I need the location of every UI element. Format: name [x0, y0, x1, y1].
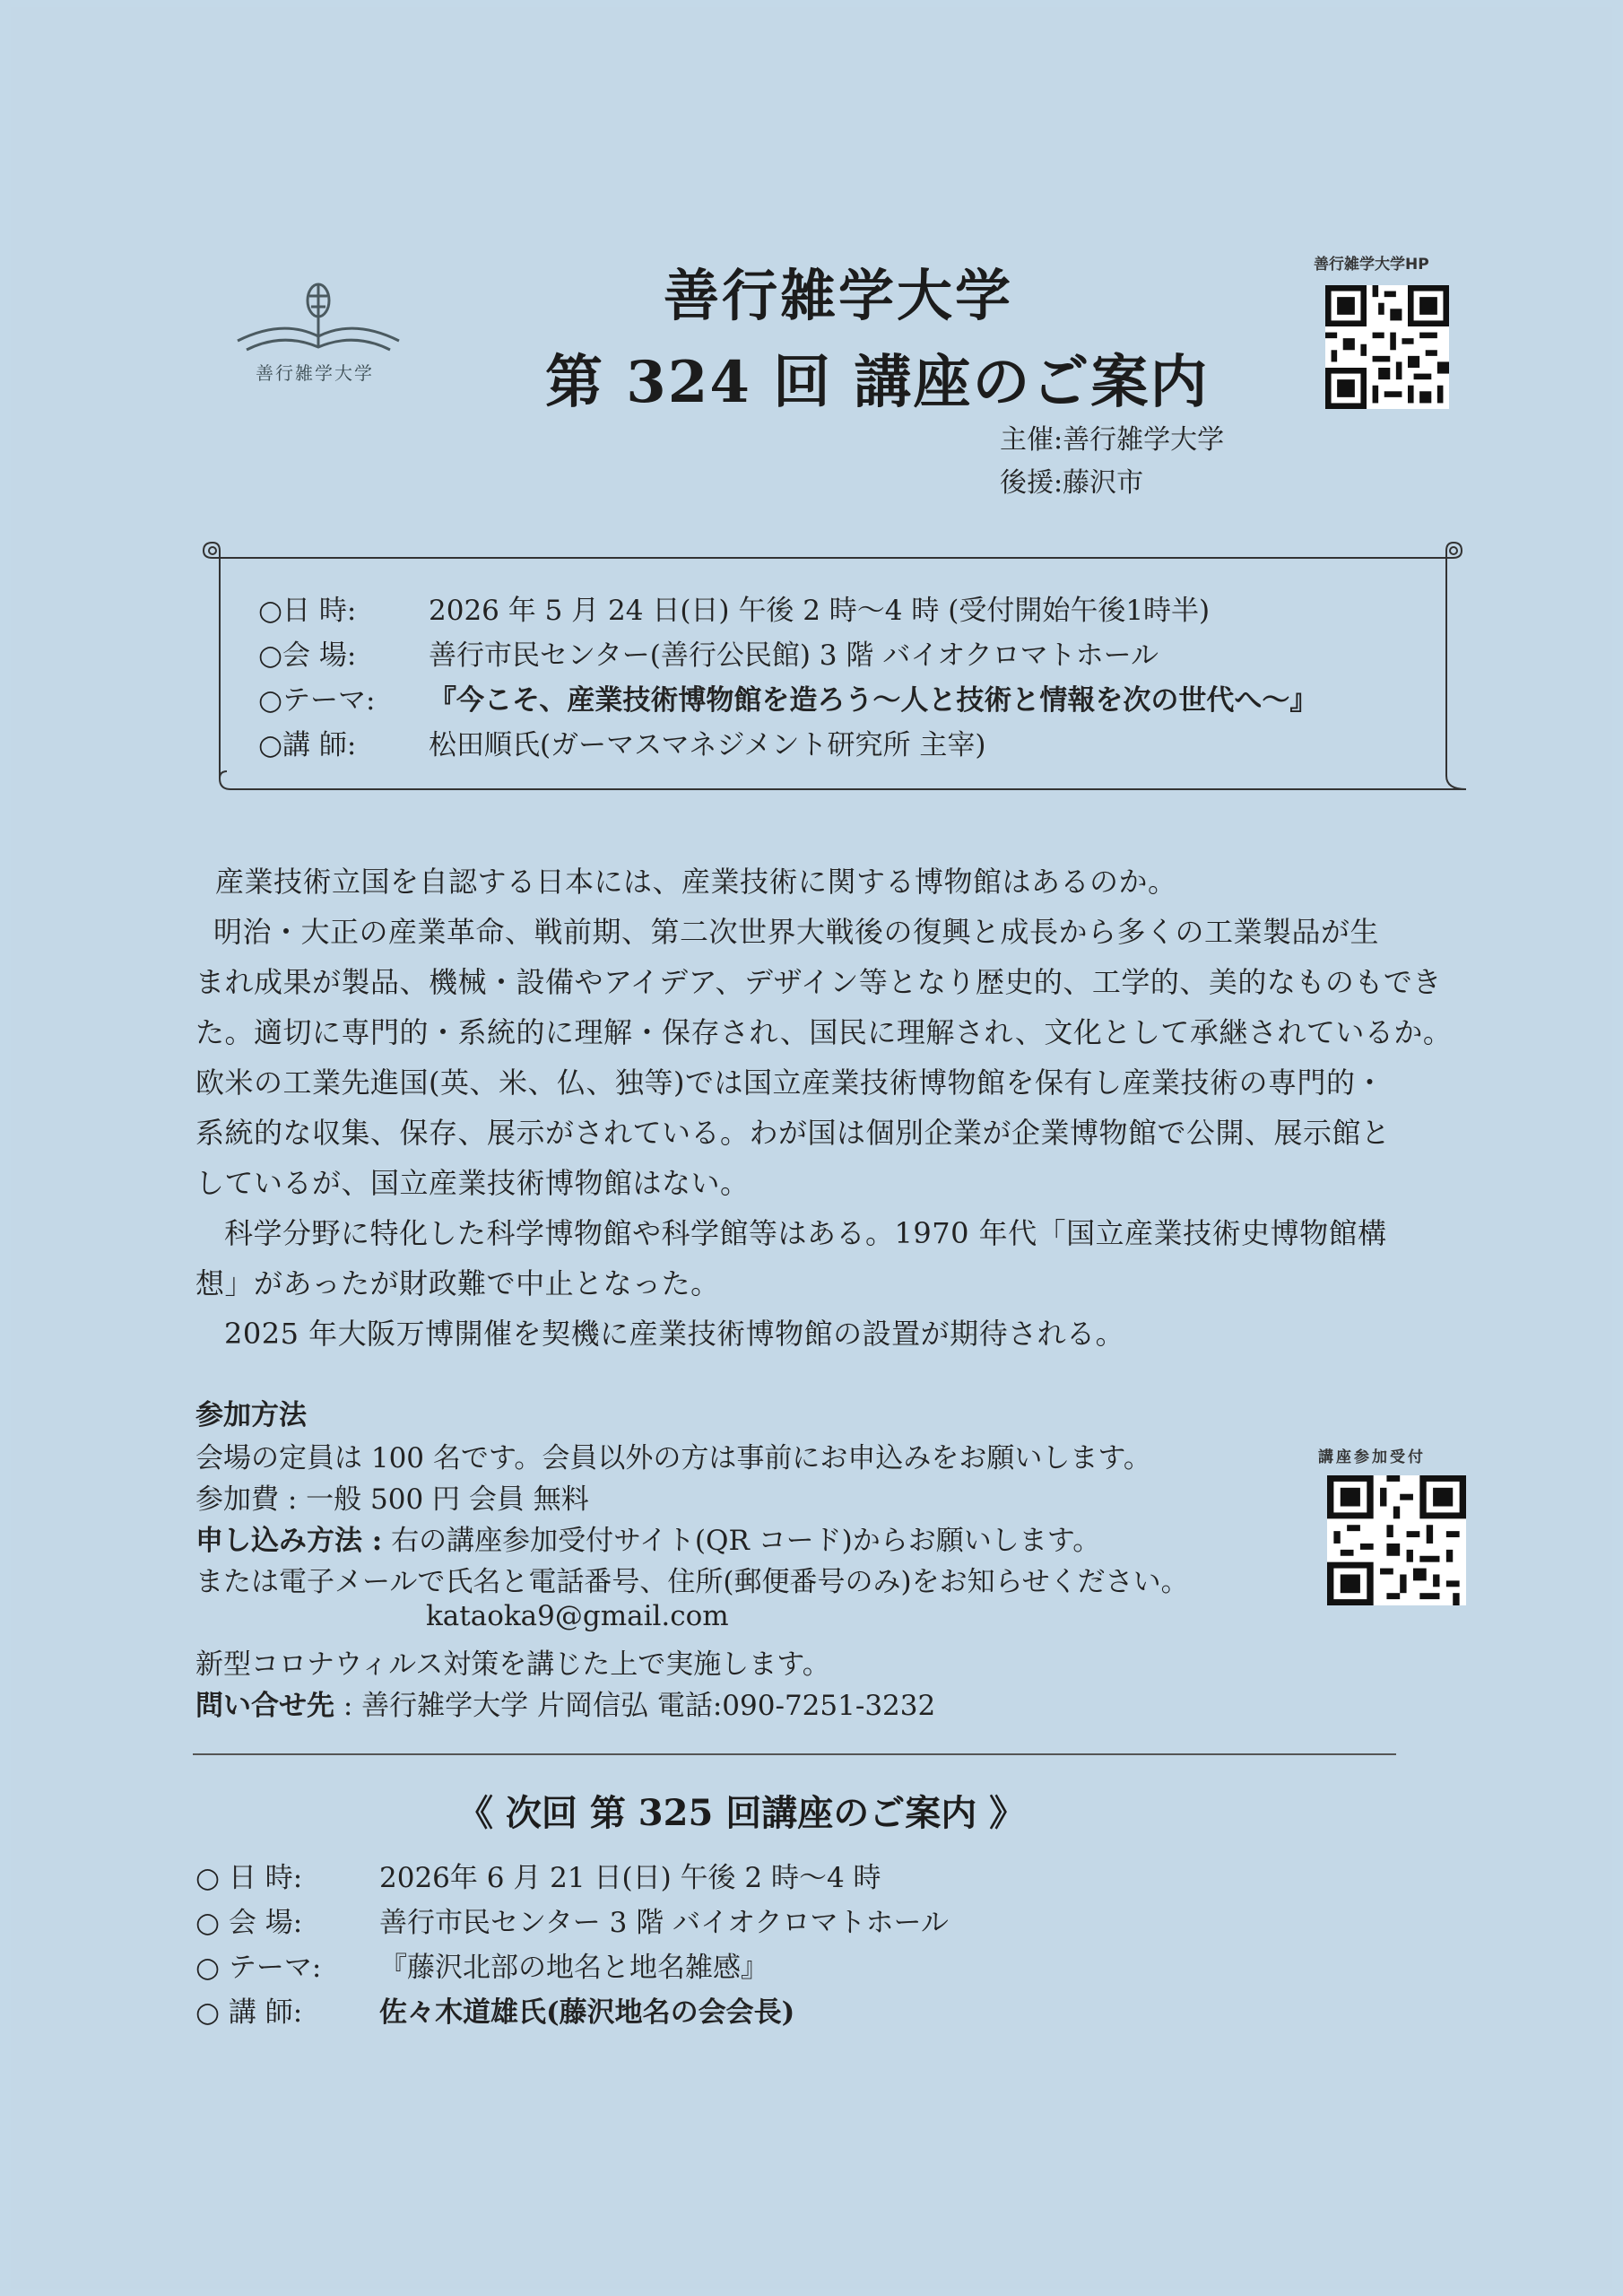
event-lecturer-row [258, 722, 986, 762]
logo-text: 善行雑学大学 [256, 362, 374, 384]
qr-code-hp-icon[interactable] [1325, 285, 1449, 409]
body-line-9: 想」があったが財政難で中止となった。 [195, 1266, 720, 1300]
body-line-3: まれ成果が製品、機械・設備やアイデア、デザイン等となり歴史的、工学的、美的なものもでき [195, 965, 1442, 999]
next-datetime: 2026年 6 月 21 日(日) 午後 2 時〜4 時 [379, 1862, 881, 1894]
participation-heading: 参加方法 [195, 1399, 307, 1431]
body-line-10: 2025 年大阪万博開催を契機に産業技術博物館の設置が期待される。 [224, 1317, 1125, 1351]
contact-row [195, 1683, 935, 1723]
contact-text: : 善行雑学大学 片岡信弘 電話:090-7251-3232 [334, 1690, 936, 1722]
theme-label: ○テーマ: [258, 684, 376, 717]
event-venue: 善行市民センター(善行公民館) 3 階 バイオクロマトホール [429, 639, 1159, 672]
apply-text: 右の講座参加受付サイト(QR コード)からお願いします。 [382, 1525, 1101, 1557]
body-line-8: 科学分野に特化した科学博物館や科学館等はある。1970 年代「国立産業技術史博物館構 [224, 1216, 1387, 1250]
capacity-text: 会場の定員は 100 名です。会員以外の方は事前にお申込みをお願いします。 [195, 1442, 1151, 1474]
contact-label: 問い合せ先 [195, 1690, 334, 1722]
qr-hp-label: 善行雑学大学HP [1314, 256, 1429, 274]
body-line-6: 系統的な収集、保存、展示がされている。わが国は個別企業が企業博物館で公開、展示館と [195, 1116, 1391, 1150]
next-venue: 善行市民センター 3 階 バイオクロマトホール [379, 1907, 949, 1939]
next-lecturer: 佐々木道雄氏(藤沢地名の会会長) [379, 1996, 795, 2029]
next-venue-label: ○ 会 場: [195, 1907, 303, 1939]
next-lecture-title: 《 次回 第 325 回講座のご案内 》 [457, 1792, 1026, 1834]
email-note: または電子メールで氏名と電話番号、住所(郵便番号のみ)をお知らせください。 [195, 1566, 1189, 1598]
apply-label: 申し込み方法 : [195, 1525, 383, 1557]
lecture-title: 第 324 回 講座のご案内 [545, 349, 1210, 416]
next-venue-row [195, 1900, 949, 1940]
body-line-5: 欧米の工業先進国(英、米、仏、独等)では国立産業技術博物館を保有し産業技術の専門的・ [195, 1065, 1384, 1100]
body-line-7: しているが、国立産業技術博物館はない。 [195, 1166, 750, 1200]
event-theme-row [258, 677, 1317, 718]
event-datetime-row [258, 587, 1210, 628]
event-theme: 『今こそ、産業技術博物館を造ろう〜人と技術と情報を次の世代へ〜』 [429, 684, 1318, 717]
event-venue-row [258, 632, 1159, 673]
qr-apply-label: 講座参加受付 [1318, 1448, 1426, 1466]
body-line-1: 産業技術立国を自認する日本には、産業技術に関する博物館はあるのか。 [215, 865, 1177, 899]
apply-row [195, 1518, 1100, 1558]
qr-code-apply-icon[interactable] [1327, 1475, 1466, 1605]
next-lecturer-label: ○ 講 師: [195, 1996, 303, 2029]
venue-label: ○会 場: [258, 639, 357, 672]
next-theme-label: ○ テーマ: [195, 1952, 322, 1984]
next-theme-row [195, 1944, 768, 1985]
section-divider [193, 1753, 1396, 1755]
datetime-label: ○日 時: [258, 595, 357, 627]
next-theme: 『藤沢北部の地名と地名雑感』 [379, 1952, 768, 1984]
covid-note: 新型コロナウィルス対策を講じた上で実施します。 [195, 1648, 830, 1681]
body-line-2: 明治・大正の産業革命、戦前期、第二次世界大戦後の復興と成長から多くの工業製品が生 [213, 915, 1380, 949]
event-datetime: 2026 年 5 月 24 日(日) 午後 2 時〜4 時 (受付開始午後1時半) [429, 595, 1211, 627]
page-title: 善行雑学大学 [664, 263, 1014, 328]
contact-email-link[interactable]: kataoka9@gmail.com [426, 1600, 729, 1632]
lecturer-label: ○講 師: [258, 729, 357, 761]
next-datetime-row [195, 1855, 881, 1895]
next-lecturer-row [195, 1989, 794, 2030]
supporter: 後援:藤沢市 [1000, 467, 1144, 499]
body-line-4: た。適切に専門的・系統的に理解・保存され、国民に理解され、文化として承継されているか。 [195, 1015, 1453, 1049]
organizer: 主催:善行雑学大学 [1000, 424, 1225, 456]
next-datetime-label: ○ 日 時: [195, 1862, 303, 1894]
fee-text: 参加費 : 一般 500 円 会員 無料 [195, 1483, 589, 1516]
event-lecturer: 松田順氏(ガーマスマネジメント研究所 主宰) [429, 729, 986, 761]
